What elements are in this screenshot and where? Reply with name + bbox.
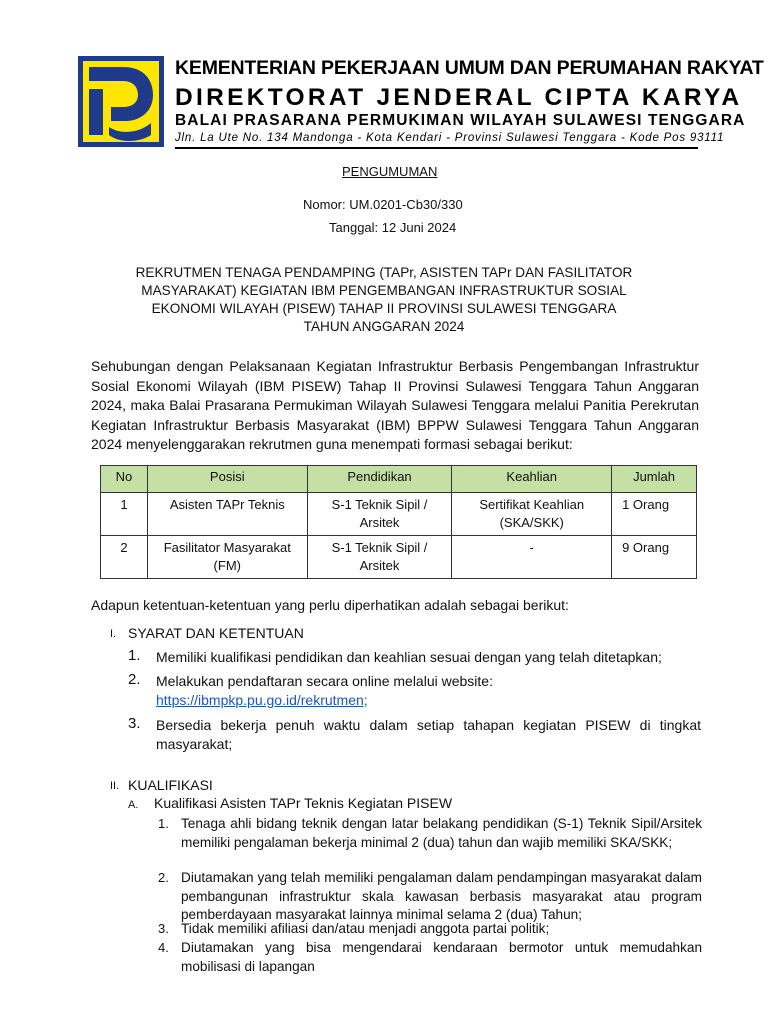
list-number: 3. (158, 921, 169, 936)
letterhead-office: BALAI PRASARANA PERMUKIMAN WILAYAH SULAWESI TENGGARA (175, 112, 746, 129)
table-row (101, 536, 697, 579)
section-title: KUALIFIKASI (128, 777, 213, 793)
subject-line: MASYARAKAT) KEGIATAN IBM PENGEMBANGAN INFRASTRUKTUR SOSIAL (141, 283, 627, 298)
announcement-date: Tanggal: 12 Juni 2024 (329, 220, 457, 235)
table-cell: 9 Orang (612, 536, 697, 579)
list-item: Tidak memiliki afiliasi dan/atau menjadi anggota partai politik; (181, 921, 550, 936)
table-cell: Fasilitator Masyarakat (FM) (147, 536, 307, 579)
table-cell: 2 (101, 536, 148, 579)
list-number: 2. (158, 870, 169, 885)
subsection-title: Kualifikasi Asisten TAPr Teknis Kegiatan PISEW (154, 795, 453, 811)
column-header: Posisi (147, 466, 307, 493)
intro-line: Adapun ketentuan-ketentuan yang perlu diperhatikan adalah sebagai berikut: (91, 597, 569, 613)
table-header-row (101, 466, 697, 493)
subsection-letter: A. (128, 799, 139, 811)
list-number: 3. (128, 715, 141, 732)
list-number: 2. (128, 671, 141, 688)
section-number: I. (110, 628, 117, 640)
pupr-emblem-icon (83, 61, 159, 142)
column-header: Pendidikan (307, 466, 452, 493)
list-number: 1. (128, 647, 141, 664)
list-item: Diutamakan yang telah memiliki pengalaman dalam pendampingan masyarakat dalam pembangunan infrastruktur skala kawasan berbasis masyarakat atau program pemberdayaan masyarakat lainnya minimal selama 2 (dua) Tahun; (181, 870, 702, 922)
table-cell: - (452, 536, 612, 579)
list-item: Tenaga ahli bidang teknik dengan latar belakang pendidikan (S-1) Teknik Sipil/Arsitek memiliki pengalaman bekerja minimal 2 (dua) tahun dan wajib memiliki SKA/SKK; (181, 816, 702, 850)
letterhead-divider (175, 147, 698, 149)
table-cell: 1 Orang (612, 493, 697, 536)
letterhead-ministry: KEMENTERIAN PEKERJAAN UMUM DAN PERUMAHAN RAKYAT (175, 57, 764, 79)
subject-line: TAHUN ANGGARAN 2024 (303, 319, 465, 334)
announcement-subject (110, 264, 658, 336)
list-number: 4. (158, 940, 169, 955)
letterhead-directorate: DIREKTORAT JENDERAL CIPTA KARYA (175, 84, 743, 111)
list-item: Melakukan pendaftaran secara online melalui website: (156, 673, 493, 689)
section-number: II. (110, 780, 120, 792)
subject-line: REKRUTMEN TENAGA PENDAMPING (TAPr, ASISTEN TAPr DAN FASILITATOR (135, 265, 633, 280)
body-paragraph: Sehubungan dengan Pelaksanaan Kegiatan Infrastruktur Berbasis Pengembangan Infrastruktur Sosial Ekonomi Wilayah (IBM PISEW) Tahap II Provinsi Sulawesi Tenggara Tahun Anggaran 2024, maka Balai Prasarana Permukiman Wilayah Sulawesi Tenggara melalui Panitia Perekrutan Kegiatan Infrastruktur Berbasis Masyarakat (IBM) BPPW Sulawesi Tenggara Tahun Anggaran 2024 menyelenggarakan rekrutmen guna menempati formasi sebagai berikut: (91, 358, 699, 452)
list-item: Memiliki kualifikasi pendidikan dan keahlian sesuai dengan yang telah ditetapkan; (156, 649, 662, 665)
column-header: Jumlah (612, 466, 697, 493)
table-cell: S-1 Teknik Sipil / Arsitek (307, 536, 452, 579)
list-number: 1. (158, 816, 169, 831)
table-cell: Sertifikat Keahlian (SKA/SKK) (452, 493, 612, 536)
column-header: No (101, 466, 148, 493)
list-item: Bersedia bekerja penuh waktu dalam setiap tahapan kegiatan PISEW di tingkat masyarakat; (156, 717, 701, 752)
recruitment-table (100, 465, 697, 579)
table-cell: Asisten TAPr Teknis (147, 493, 307, 536)
table-row (101, 493, 697, 536)
registration-link[interactable]: https://ibmpkp.pu.go.id/rekrutmen; (156, 692, 368, 708)
ministry-logo (78, 56, 164, 147)
table-cell: S-1 Teknik Sipil / Arsitek (307, 493, 452, 536)
announcement-title: PENGUMUMAN (342, 164, 438, 179)
table-cell: 1 (101, 493, 148, 536)
letterhead-address: Jln. La Ute No. 134 Mandonga - Kota Kendari - Provinsi Sulawesi Tenggara - Kode Pos 93111 (175, 132, 725, 144)
announcement-number: Nomor: UM.0201-Cb30/330 (303, 197, 463, 212)
subject-line: EKONOMI WILAYAH (PISEW) TAHAP II PROVINSI SULAWESI TENGGARA (151, 301, 617, 316)
column-header: Keahlian (452, 466, 612, 493)
list-item: Diutamakan yang bisa mengendarai kendaraan bermotor untuk memudahkan mobilisasi di lapangan (181, 940, 702, 974)
section-title: SYARAT DAN KETENTUAN (128, 625, 304, 641)
